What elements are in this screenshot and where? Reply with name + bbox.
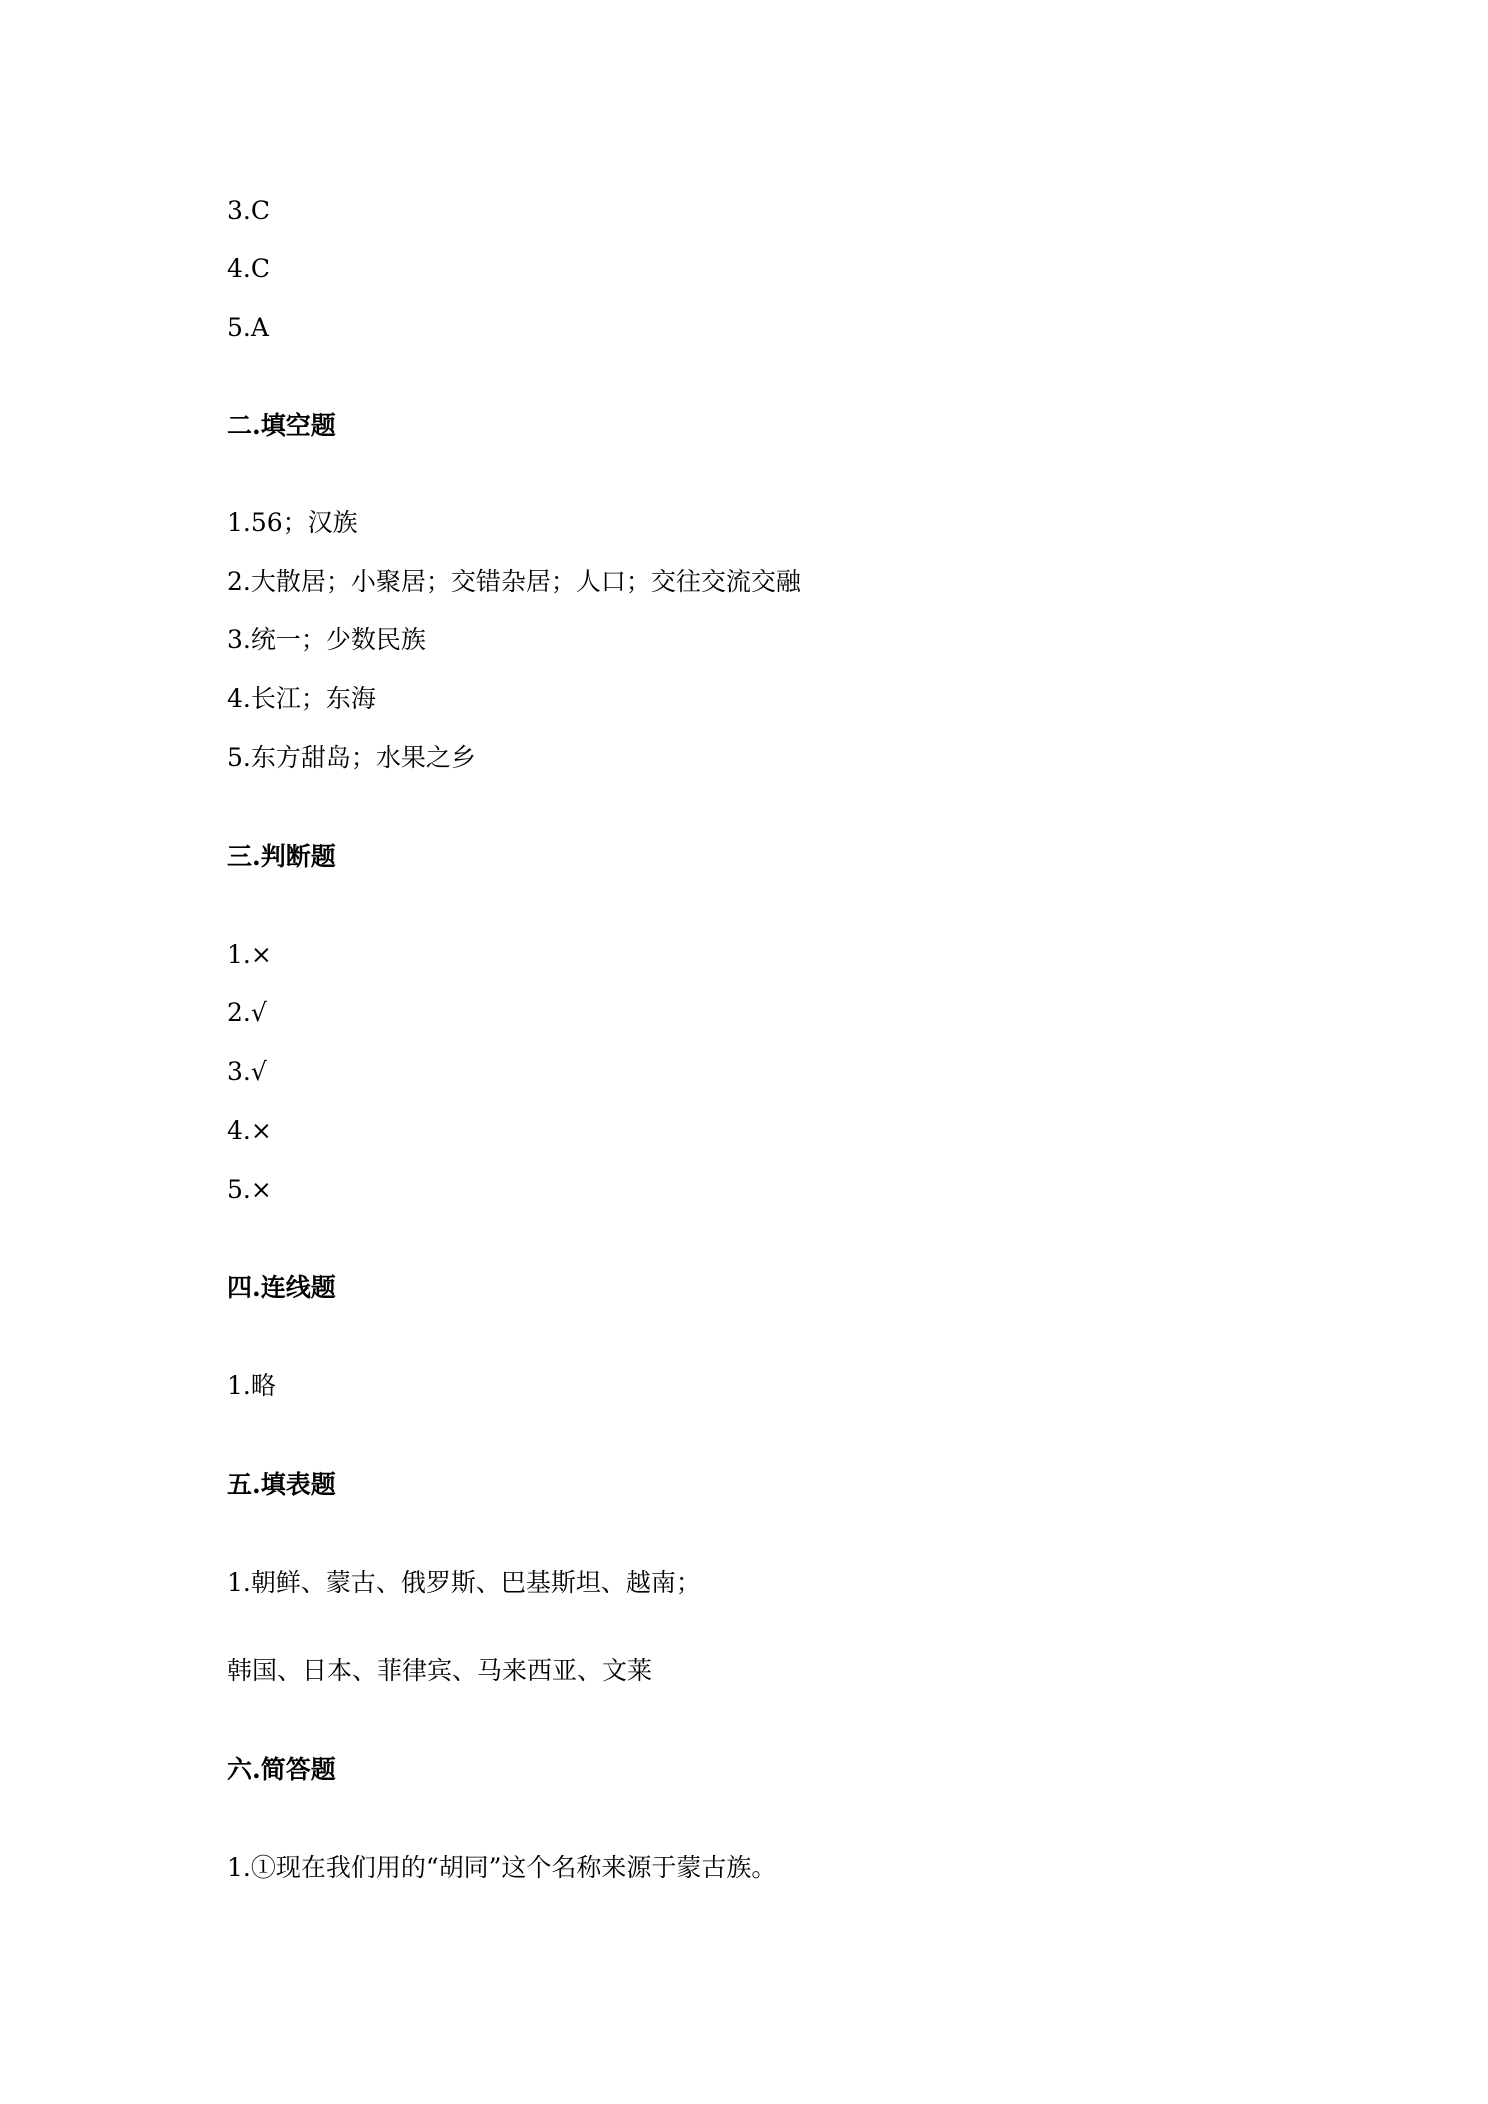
answer-line: 2.√ — [227, 998, 267, 1027]
section-heading: 四.连线题 — [227, 1273, 336, 1302]
answer-line: 1.①现在我们用的“胡同”这个名称来源于蒙古族。 — [227, 1853, 777, 1882]
answer-line: 1.× — [227, 940, 272, 969]
answer-line: 5.× — [227, 1175, 272, 1204]
section-heading: 二.填空题 — [227, 411, 336, 440]
answer-line: 4.长江；东海 — [227, 684, 376, 713]
answer-line: 1.朝鲜、蒙古、俄罗斯、巴基斯坦、越南； — [227, 1568, 701, 1597]
answer-line: 2.大散居；小聚居；交错杂居；人口；交往交流交融 — [227, 567, 801, 596]
answer-line: 1.略 — [227, 1371, 276, 1400]
answer-line: 5.A — [227, 313, 269, 342]
answer-line: 3.统一；少数民族 — [227, 625, 426, 654]
answer-line: 1.56；汉族 — [227, 508, 358, 537]
section-heading: 三.判断题 — [227, 842, 336, 871]
answer-line: 3.√ — [227, 1057, 267, 1086]
answer-line: 5.东方甜岛；水果之乡 — [227, 743, 476, 772]
answer-line: 4.C — [227, 254, 270, 283]
answer-line: 4.× — [227, 1116, 272, 1145]
answer-line: 韩国、日本、菲律宾、马来西亚、文莱 — [227, 1656, 653, 1685]
section-heading: 五.填表题 — [227, 1470, 336, 1499]
section-heading: 六.简答题 — [227, 1755, 336, 1784]
answer-line: 3.C — [227, 196, 270, 225]
